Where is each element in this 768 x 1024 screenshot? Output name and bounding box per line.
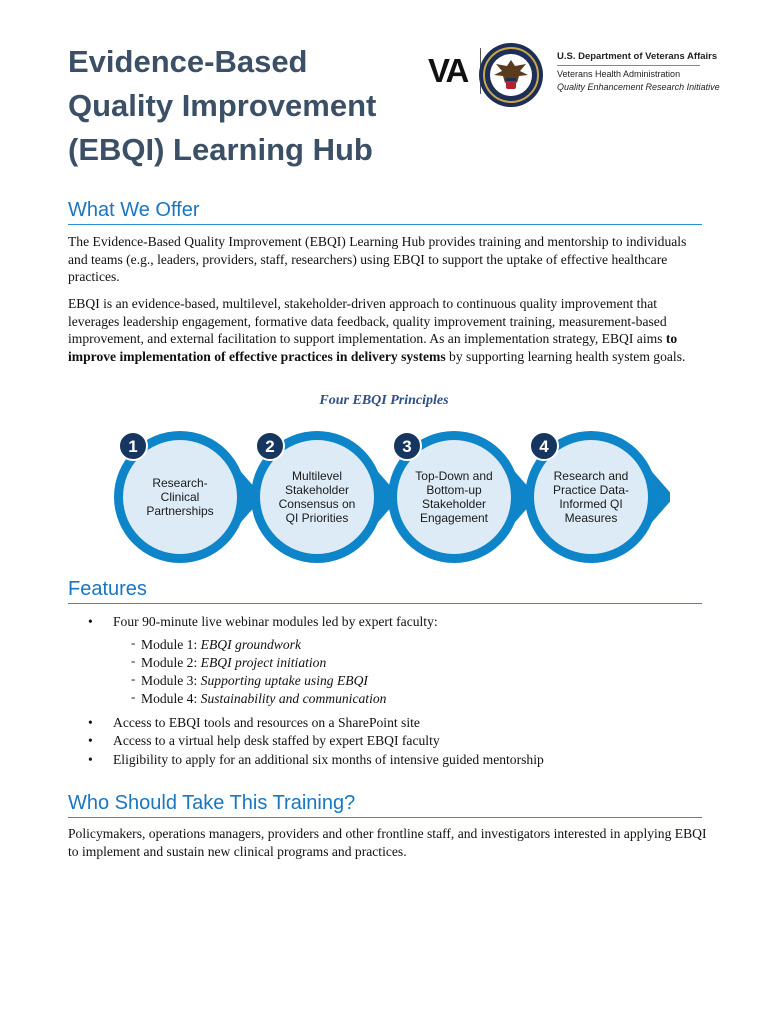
va-seal-icon — [478, 42, 544, 108]
principle-text-line: Stakeholder — [421, 497, 487, 511]
principle-number: 2 — [265, 437, 275, 456]
principle-text-line: QI Priorities — [285, 511, 349, 525]
principle-number: 1 — [128, 437, 138, 456]
bullet-icon: • — [88, 614, 93, 629]
principle-text-line: Informed QI — [559, 497, 623, 511]
who-should-take-heading: Who Should Take This Training? — [68, 792, 356, 814]
feature-item — [88, 714, 728, 733]
dash-icon: - — [131, 688, 136, 704]
module-item — [131, 672, 728, 690]
title-line-3: (EBQI) Learning Hub — [68, 132, 373, 167]
who-should-take-rule — [68, 817, 702, 818]
administration-name: Veterans Health Administration — [557, 69, 681, 79]
feature-item — [88, 751, 728, 770]
principle-text-line: Research and — [553, 469, 629, 483]
module-item — [131, 654, 728, 672]
bullet-icon: • — [88, 751, 93, 767]
module-name: Supporting uptake using EBQI — [200, 672, 368, 688]
feature-item — [88, 613, 728, 708]
dash-icon: - — [131, 652, 136, 668]
principle-text-line: Partnerships — [146, 504, 214, 518]
module-label: Module 3: — [141, 672, 201, 688]
principle-text-line: Measures — [564, 511, 618, 525]
principle-text-line: Bottom-up — [426, 483, 482, 497]
module-item — [131, 690, 728, 708]
feature-sharepoint: Access to EBQI tools and resources on a SharePoint site — [113, 714, 420, 730]
feature-help-desk: Access to a virtual help desk staffed by expert EBQI faculty — [113, 733, 440, 749]
agency-block — [557, 50, 720, 94]
principle-text-line: Consensus on — [278, 497, 356, 511]
principle-number: 4 — [539, 437, 549, 456]
principle-arrow — [646, 465, 670, 529]
features-list — [88, 613, 728, 769]
principle-text-line: Research- — [152, 476, 208, 490]
va-wordmark: VA — [428, 52, 468, 89]
what-we-offer-rule — [68, 224, 702, 225]
dash-icon: - — [131, 670, 136, 686]
module-label: Module 2: — [141, 654, 201, 670]
bullet-icon: • — [88, 714, 93, 730]
page-title — [68, 40, 376, 172]
principle-text-line: Multilevel — [291, 469, 343, 483]
feature-item — [88, 732, 728, 751]
module-name: EBQI project initiation — [200, 654, 327, 670]
feature-mentorship: Eligibility to apply for an additional six months of intensive guided mentorship — [113, 751, 544, 767]
bullet-icon: • — [88, 733, 93, 749]
offer-paragraph-2 — [68, 295, 708, 365]
principle-text-line: Clinical — [160, 490, 200, 504]
title-line-2: Quality Improvement — [68, 88, 377, 123]
initiative-name: Quality Enhancement Research Initiative — [557, 82, 720, 92]
features-heading: Features — [68, 578, 147, 600]
principles-title: Four EBQI Principles — [319, 393, 449, 408]
module-item — [131, 636, 728, 654]
agency-rule — [557, 65, 700, 66]
offer-p2-start: EBQI is an evidence-based, multilevel, stakeholder-driven approach to continuous quality improvement that leverages leadership engagement, formative data feedback, quality improvement training, measurement-based improvement, and external facilitation to support implementation. As an implementation strategy, EBQI aims — [68, 296, 667, 346]
offer-p2-end: by supporting learning health system goals. — [445, 348, 686, 364]
feature-webinars: Four 90-minute live webinar modules led by expert faculty: — [113, 614, 438, 629]
principle-text-line: Engagement — [419, 511, 489, 525]
principle-text-line: Stakeholder — [284, 483, 350, 497]
features-rule — [68, 603, 702, 604]
agency-name: U.S. Department of Veterans Affairs — [557, 51, 718, 62]
module-label: Module 4: — [141, 690, 201, 706]
principle-text-line: Top-Down and — [415, 469, 493, 483]
who-should-take-text: Policymakers, operations managers, providers and other frontline staff, and investigators interested in applying EBQI to implement and sustain new clinical programs and practices. — [68, 826, 707, 859]
dash-icon: - — [131, 634, 136, 650]
principle-number: 3 — [402, 437, 412, 456]
module-name: Sustainability and communication — [200, 690, 387, 706]
module-list — [113, 636, 728, 708]
principle-text-line: Practice Data- — [552, 483, 630, 497]
principles-diagram — [110, 426, 670, 586]
what-we-offer-heading: What We Offer — [68, 199, 200, 221]
offer-p2-bold: to improve implementation of effective practices in delivery systems — [68, 331, 678, 364]
offer-paragraph-1: The Evidence-Based Quality Improvement (EBQI) Learning Hub provides training and mentorship to individuals and teams (e.g., leaders, providers, staff, researchers) using EBQI to support the uptake of effective healthcare practices. — [68, 234, 687, 284]
module-name: EBQI groundwork — [200, 636, 301, 652]
title-line-1: Evidence-Based — [68, 44, 308, 79]
module-label: Module 1: — [141, 636, 201, 652]
